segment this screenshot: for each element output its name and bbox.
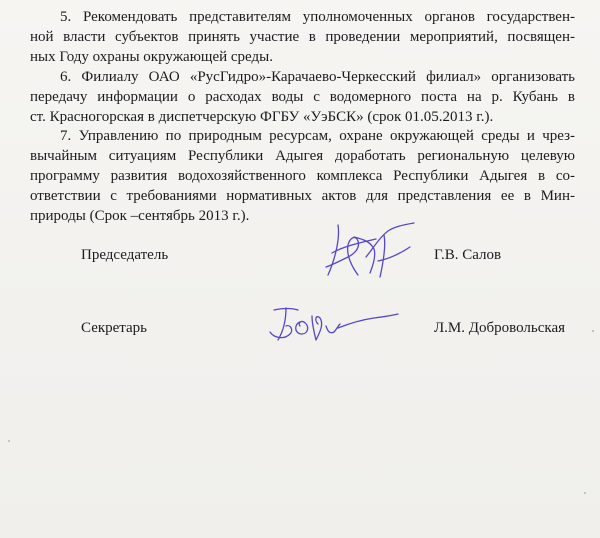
text-line: 5. Рекомендовать представителям уполномоченных органов государствен- <box>60 9 575 25</box>
secretary-signature <box>264 302 404 346</box>
chairman-signature <box>318 217 428 287</box>
text-line: 6. Филиалу ОАО «РусГидро»-Карачаево-Черкесский филиал» организовать <box>60 69 575 85</box>
text-line: ответствии с требованиями нормативных актов для представления ее в Мин- <box>30 188 575 204</box>
text-line: передачу информации о расходах воды с водомерного поста на р. Кубань в <box>30 89 575 105</box>
text-line: ст. Красногорская в диспетчерскую ФГБУ «УэБСК» (срок 01.05.2013 г.). <box>30 109 494 125</box>
scan-speck <box>592 330 594 332</box>
text-line: ной власти субъектов принять участие в проведении мероприятий, посвящен- <box>30 29 575 45</box>
chairman-title: Председатель <box>81 247 169 263</box>
secretary-name: Л.М. Добровольская <box>434 320 566 336</box>
paragraph-item-7 <box>30 126 575 226</box>
chairman-signature-block <box>0 215 600 275</box>
chairman-name: Г.В. Салов <box>434 247 502 263</box>
secretary-signature-block <box>0 298 600 358</box>
paragraph-item-6 <box>30 67 575 127</box>
text-line: вычайным ситуациям Республики Адыгея доработать региональную целевую <box>30 148 575 164</box>
scan-speck <box>584 492 586 494</box>
text-line: программу развития водохозяйственного комплекса Республики Адыгея в со- <box>30 168 575 184</box>
text-line: 7. Управлению по природным ресурсам, охране окружающей среды и чрез- <box>60 128 575 144</box>
scan-speck <box>8 440 10 442</box>
secretary-title: Секретарь <box>81 320 148 336</box>
paragraph-item-5 <box>30 7 575 67</box>
text-line: природы (Срок –сентябрь 2013 г.). <box>30 208 250 224</box>
text-line: ных Году охраны окружающей среды. <box>30 49 273 65</box>
